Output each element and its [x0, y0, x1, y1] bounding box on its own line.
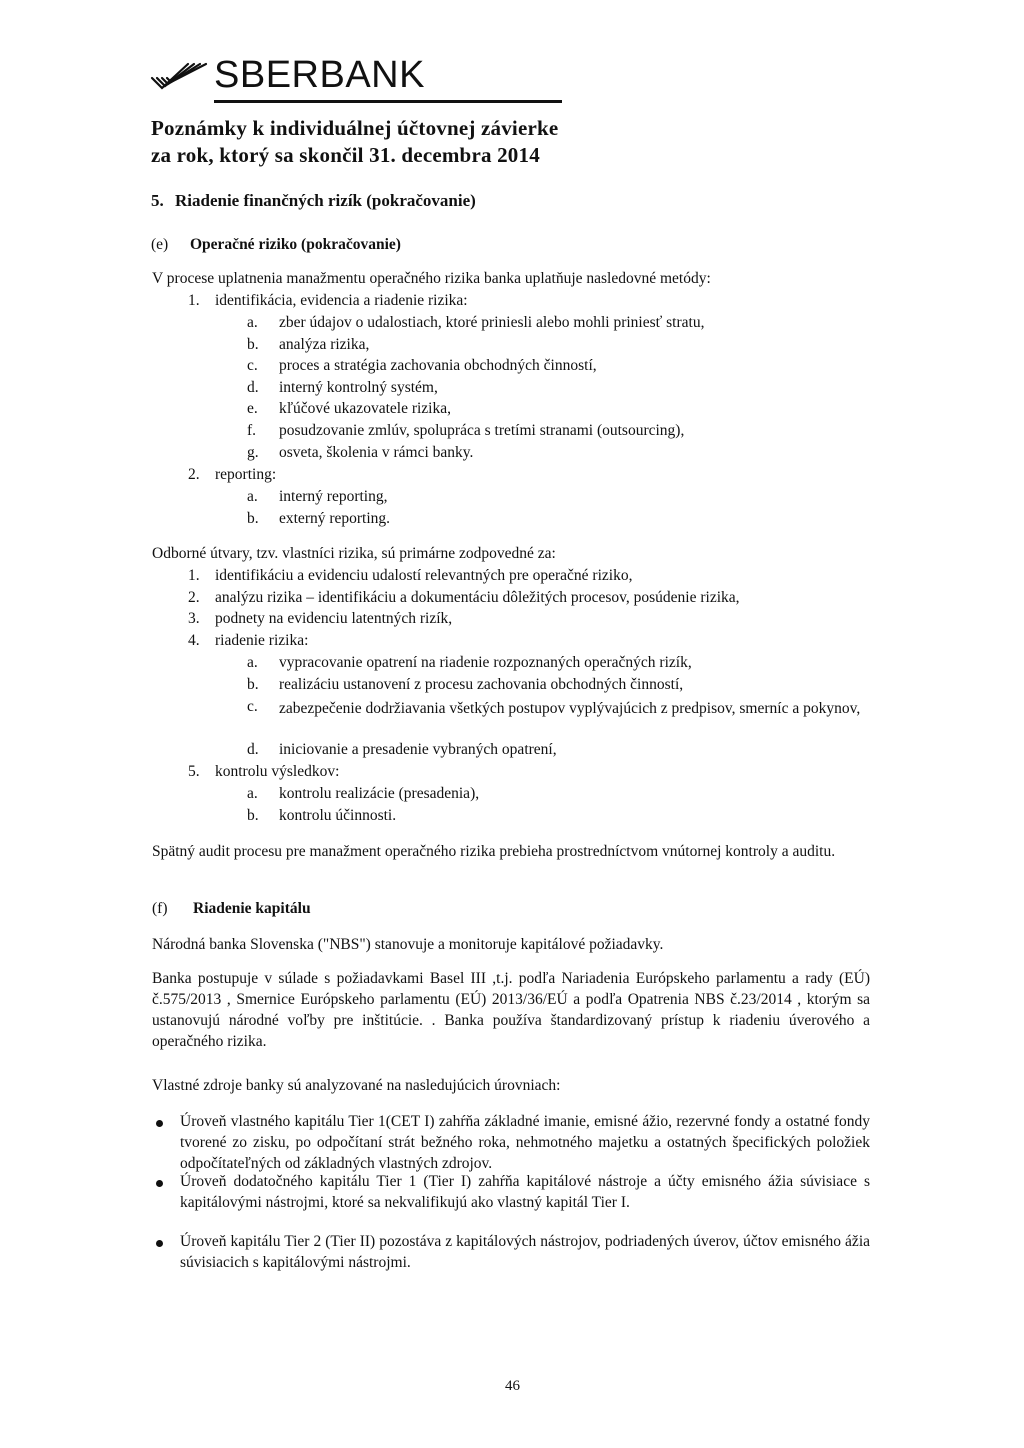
list-item-text: identifikácia, evidencia a riadenie rizika:: [215, 292, 468, 309]
list-letter: d.: [247, 741, 259, 758]
list-number: 3.: [188, 610, 200, 627]
audit-paragraph: Spätný audit procesu pre manažment operačného rizika prebieha prostredníctvom vnútornej kontroly a auditu.: [152, 843, 836, 860]
list-letter: b.: [247, 676, 259, 693]
report-title-line2: za rok, ktorý sa skončil 31. decembra 2014: [151, 143, 540, 167]
list-item-text: kontrolu výsledkov:: [215, 763, 340, 780]
methods-intro: V procese uplatnenia manažmentu operačného rizika banka uplatňuje nasledovné metódy:: [152, 270, 711, 287]
list-letter: a.: [247, 785, 258, 802]
list-subitem-text: realizáciu ustanovení z procesu zachovania obchodných činností,: [279, 676, 684, 693]
list-item-text: reporting:: [215, 466, 277, 483]
list-letter: f.: [247, 422, 257, 439]
list-subitem-text: kontrolu účinnosti.: [279, 807, 397, 824]
list-number: 5.: [188, 763, 200, 780]
list-subitem-text: kontrolu realizácie (presadenia),: [279, 785, 480, 802]
capital-paragraph-1: Národná banka Slovenska ("NBS") stanovuje a monitoruje kapitálové požiadavky.: [152, 936, 664, 953]
subsection-title: Riadenie kapitálu: [193, 900, 311, 917]
list-subitem-text: posudzovanie zmlúv, spolupráca s tretími stranami (outsourcing),: [279, 422, 685, 439]
page-number: 46: [505, 1378, 520, 1394]
list-item-text: podnety na evidenciu latentných rizík,: [215, 610, 453, 627]
brand-name: SBERBANK: [214, 54, 425, 96]
list-number: 4.: [188, 632, 200, 649]
list-number: 1.: [188, 567, 200, 584]
list-letter: b.: [247, 510, 259, 527]
list-letter: e.: [247, 400, 258, 417]
list-item-text: identifikáciu a evidenciu udalostí relevantných pre operačné riziko,: [215, 567, 633, 584]
list-subitem-text: osveta, školenia v rámci banky.: [279, 444, 474, 461]
capital-paragraph-3: Vlastné zdroje banky sú analyzované na nasledujúcich úrovniach:: [152, 1077, 561, 1094]
list-item-text: riadenie rizika:: [215, 632, 309, 649]
list-letter: b.: [247, 336, 259, 353]
list-letter: c.: [247, 698, 258, 715]
bullet-item: Úroveň dodatočného kapitálu Tier 1 (Tier I) zahŕňa kapitálové nástroje a účty emisného ážia súvisiace s kapitálovými nástrojmi, ktoré sa nekvalifikujú ako vlastný kapitál Tier I.: [180, 1173, 870, 1211]
report-title-line1: Poznámky k individuálnej účtovnej závierke: [151, 116, 559, 140]
bullet-item: Úroveň kapitálu Tier 2 (Tier II) pozostáva z kapitálových nástrojov, podriadených úverov, účtov emisného ážia súvisiacich s kapitálovými nástrojmi.: [180, 1233, 870, 1271]
list-number: 2.: [188, 466, 200, 483]
bullet-icon: [156, 1120, 163, 1127]
bullet-icon: [156, 1240, 163, 1247]
list-subitem-text: iniciovanie a presadenie vybraných opatrení,: [279, 741, 557, 758]
list-number: 1.: [188, 292, 200, 309]
responsibilities-intro: Odborné útvary, tzv. vlastníci rizika, sú primárne zodpovedné za:: [152, 545, 556, 562]
list-subitem-text: zber údajov o udalostiach, ktoré priniesli alebo mohli priniesť stratu,: [279, 314, 705, 331]
list-letter: d.: [247, 379, 259, 396]
list-subitem-text: interný reporting,: [279, 488, 388, 505]
list-subitem-text: analýza rizika,: [279, 336, 370, 353]
capital-paragraph-2: Banka postupuje v súlade s požiadavkami Basel III ,t.j. podľa Nariadenia Európskeho parlamentu a rady (EÚ) č.575/2013 , Smernice Európskeho parlamentu (EÚ) 2013/36/EÚ a podľa Opatrenia NBS č.23/2014 , ktorým sa ustanovujú národné voľby pre inštitúcie. . Banka používa štandardizovaný prístup k riadeniu úverového a operačného rizika.: [152, 970, 870, 1050]
list-item-text: analýzu rizika – identifikáciu a dokumentáciu dôležitých procesov, posúdenie rizika,: [215, 589, 740, 606]
section-number: 5.: [151, 191, 164, 210]
list-subitem-text: proces a stratégia zachovania obchodných činností,: [279, 357, 597, 374]
subsection-title: Operačné riziko (pokračovanie): [190, 236, 401, 253]
subsection-marker: (e): [151, 236, 169, 253]
list-subitem-text: zabezpečenie dodržiavania všetkých postupov vyplývajúcich z predpisov, smerníc a pokynov,: [279, 700, 861, 717]
bullet-item: Úroveň vlastného kapitálu Tier 1(CET I) zahŕňa základné imanie, emisné ážio, rezervné fondy a ostatné fondy tvorené zo zisku, po odpočítaní strát bežného roka, nehmotného majetku a ostatných špecifických položiek odpočítateľných od základných vlastných zdrojov.: [180, 1113, 870, 1172]
subsection-marker: (f): [152, 900, 168, 917]
list-letter: g.: [247, 444, 259, 461]
section-title: Riadenie finančných rizík (pokračovanie): [175, 191, 476, 210]
list-letter: a.: [247, 488, 258, 505]
list-number: 2.: [188, 589, 200, 606]
list-letter: c.: [247, 357, 258, 374]
list-subitem-text: externý reporting.: [279, 510, 391, 527]
list-letter: b.: [247, 807, 259, 824]
brand-underline: [214, 100, 562, 103]
list-subitem-text: vypracovanie opatrení na riadenie rozpoznaných operačných rizík,: [279, 654, 692, 671]
list-letter: a.: [247, 314, 258, 331]
list-subitem-text: kľúčové ukazovatele rizika,: [279, 400, 451, 417]
list-letter: a.: [247, 654, 258, 671]
list-subitem-text: interný kontrolný systém,: [279, 379, 438, 396]
bullet-icon: [156, 1180, 163, 1187]
sberbank-check-stripes-icon: [148, 60, 208, 96]
